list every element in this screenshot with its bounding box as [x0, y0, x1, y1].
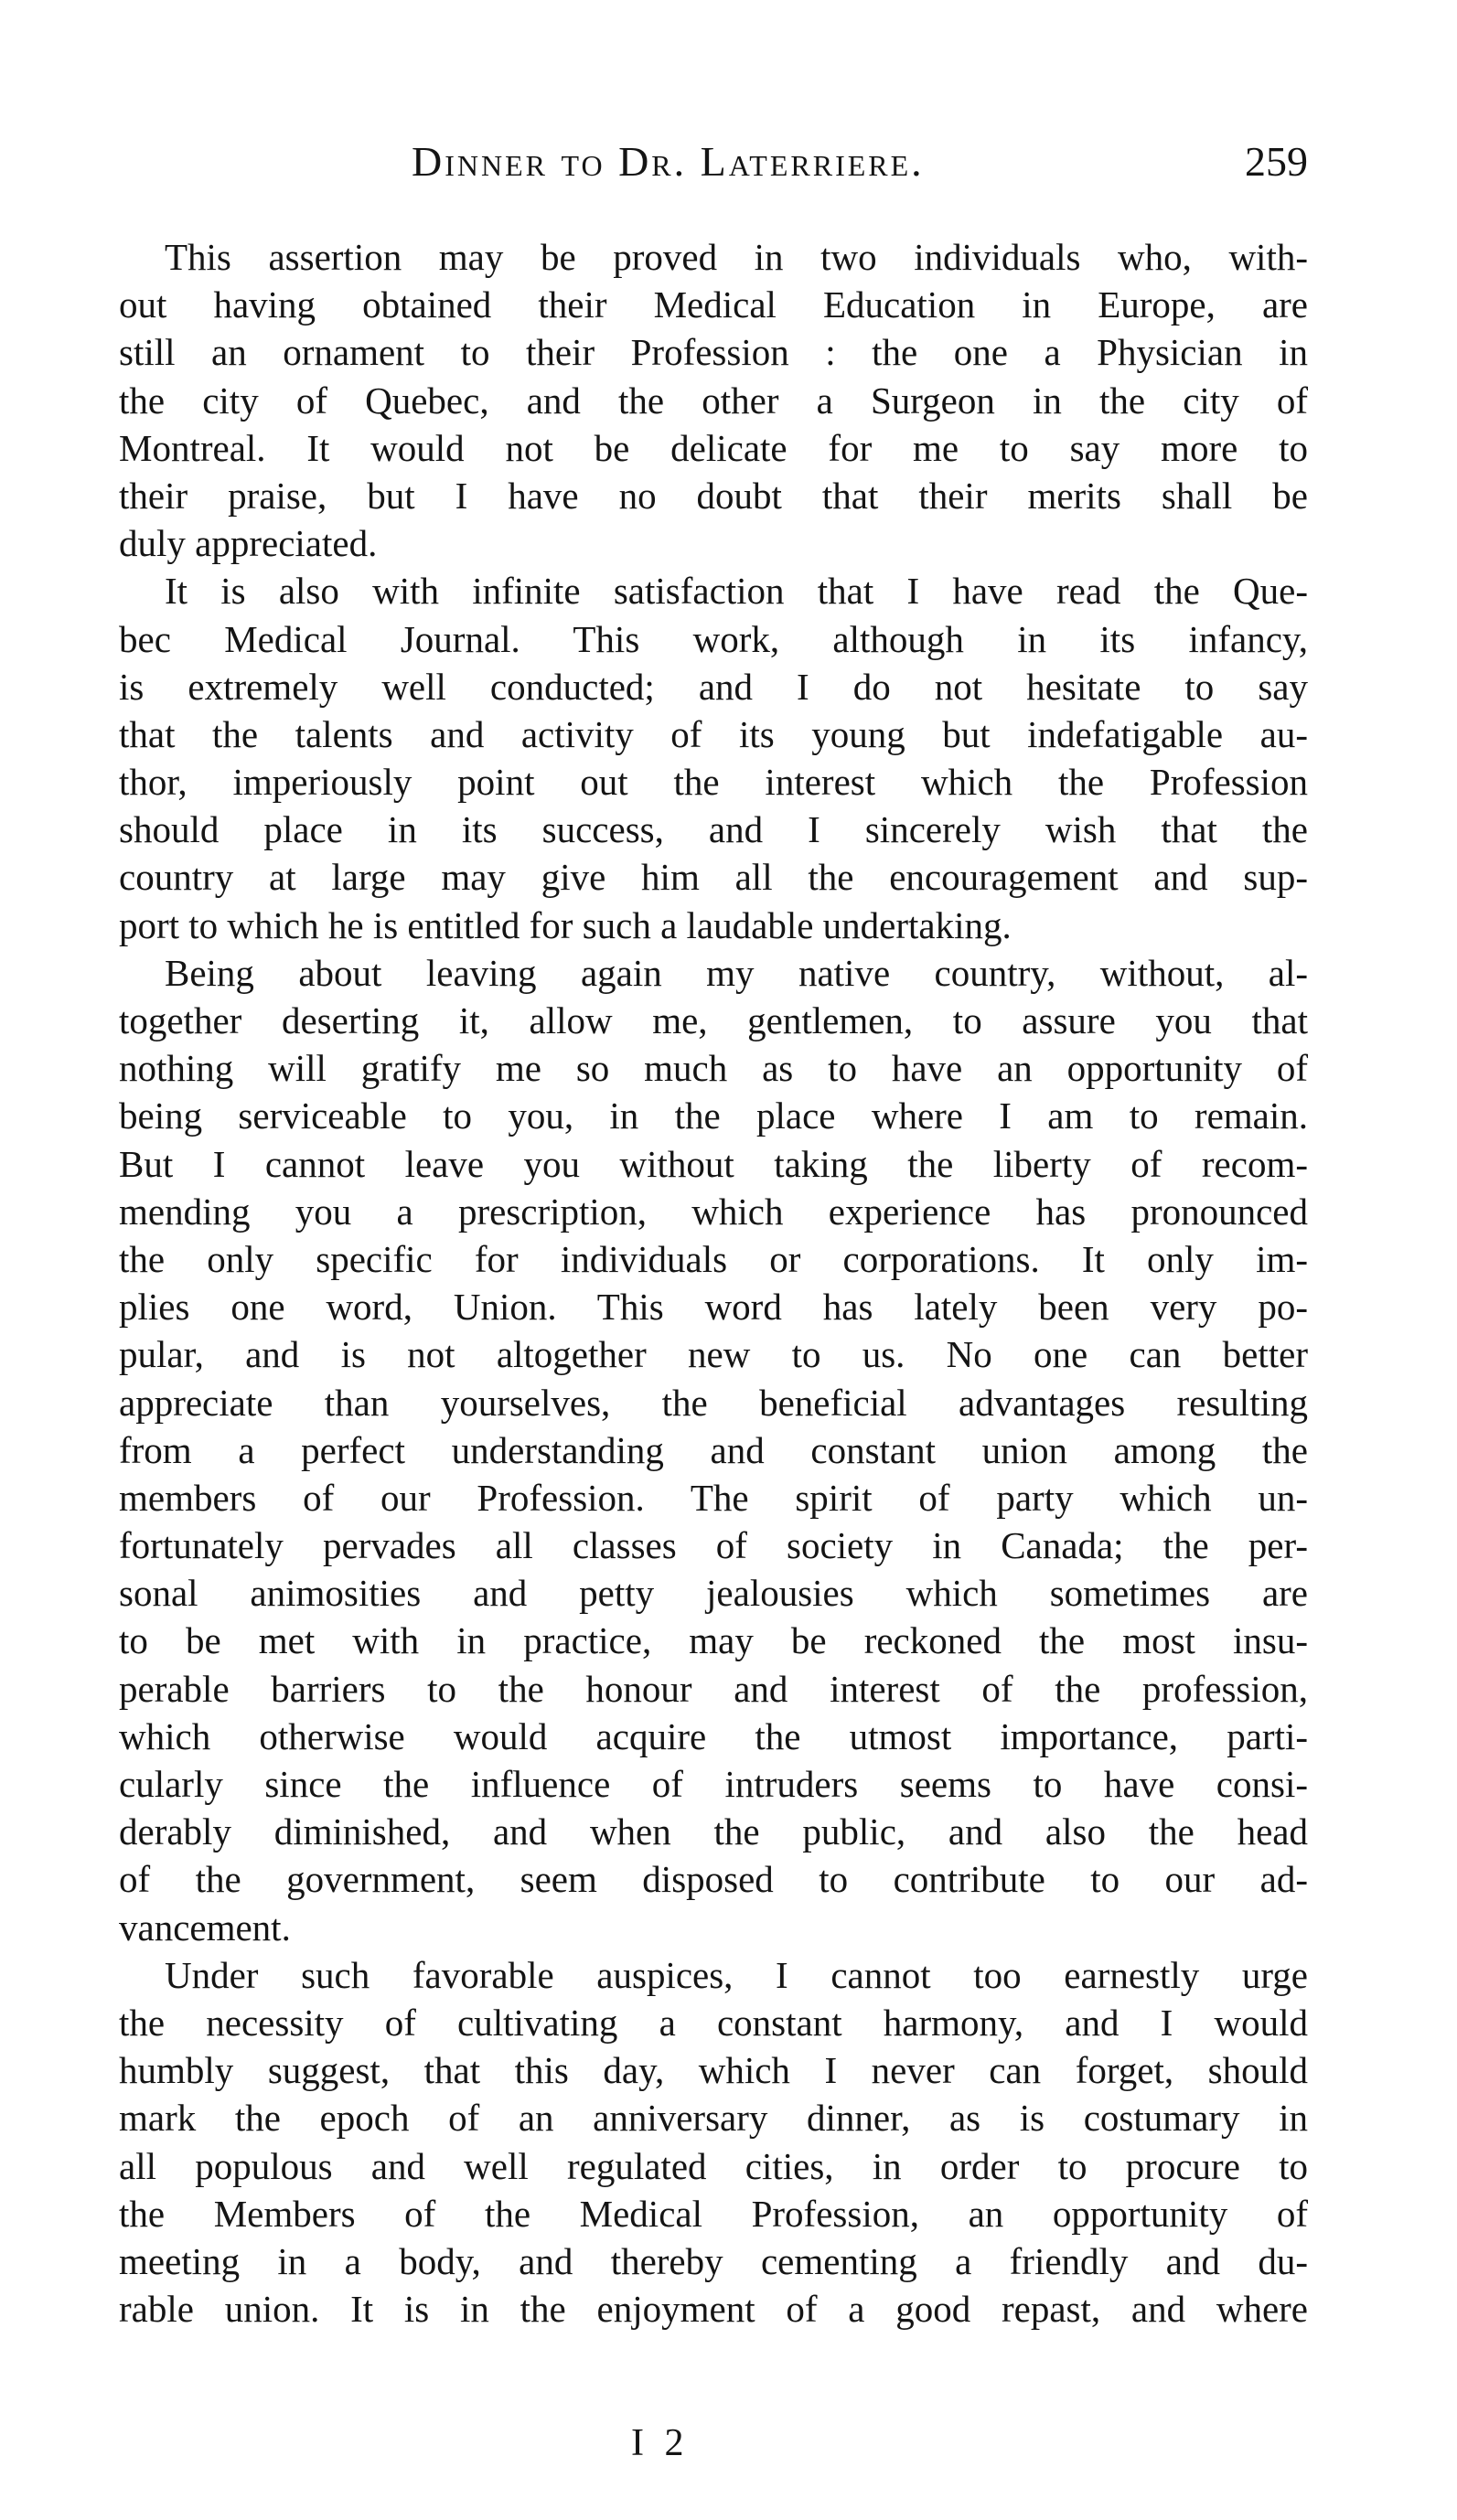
text-line: sonal animosities and petty jealousies which sometimes are — [119, 1572, 1308, 1615]
text-line: plies one word, Union. This word has lately been very po- — [119, 1286, 1308, 1329]
text-line: cularly since the influence of intruders seems to have consi- — [119, 1763, 1308, 1805]
text-line: members of our Profession. The spirit of party which un- — [119, 1476, 1308, 1519]
text-line: It is also with infinite satisfaction that I have read the Que- — [165, 570, 1308, 613]
text-line: perable barriers to the honour and interest of the profession, — [119, 1667, 1308, 1710]
text-line: Montreal. It would not be delicate for me to say more to — [119, 426, 1308, 469]
text-line: port to which he is entitled for such a laudable undertaking. — [119, 903, 1012, 946]
text-line: their praise, but I have no doubt that their merits shall be — [119, 474, 1308, 517]
text-line: rable union. It is in the enjoyment of a good repast, and where — [119, 2288, 1308, 2331]
text-line: vancement. — [119, 1906, 291, 1949]
text-line: humbly suggest, that this day, which I never can forget, should — [119, 2049, 1308, 2092]
text-line: the only specific for individuals or corporations. It only im- — [119, 1237, 1308, 1280]
text-line: bec Medical Journal. This work, although in its infancy, — [119, 617, 1308, 660]
text-line: of the government, seem disposed to contribute to our ad- — [119, 1858, 1308, 1901]
text-line: being serviceable to you, in the place where I am to remain. — [119, 1094, 1308, 1137]
text-line: derably diminished, and when the public, and also the head — [119, 1810, 1308, 1853]
text-line: that the talents and activity of its young but indefatigable au- — [119, 712, 1308, 755]
text-line: meeting in a body, and thereby cementing a friendly and du- — [119, 2239, 1308, 2282]
text-line: should place in its success, and I sincerely wish that the — [119, 808, 1308, 851]
text-line: all populous and well regulated cities, in order to procure to — [119, 2144, 1308, 2187]
text-line: the city of Quebec, and the other a Surgeon in the city of — [119, 379, 1308, 422]
text-line: the necessity of cultivating a constant harmony, and I would — [119, 2001, 1308, 2044]
text-line: Under such favorable auspices, I cannot too earnestly urge — [165, 1953, 1308, 1996]
text-line: pular, and is not altogether new to us. No one can better — [119, 1333, 1308, 1376]
text-line: Being about leaving again my native country, without, al- — [165, 951, 1308, 994]
text-line: the Members of the Medical Profession, an opportunity of — [119, 2192, 1308, 2235]
running-head — [119, 137, 1308, 192]
text-line: out having obtained their Medical Education in Europe, are — [119, 283, 1308, 326]
text-line: nothing will gratify me so much as to have an opportunity of — [119, 1047, 1308, 1090]
text-line: still an ornament to their Profession : the one a Physician in — [119, 331, 1308, 374]
text-line: fortunately pervades all classes of society in Canada; the per- — [119, 1524, 1308, 1567]
text-line: to be met with in practice, may be reckoned the most insu- — [119, 1619, 1308, 1662]
running-title: Dinner to Dr. Laterriere. — [412, 138, 925, 185]
text-line: mark the epoch of an anniversary dinner, as is costumary in — [119, 2097, 1308, 2140]
text-line: But I cannot leave you without taking the liberty of recom- — [119, 1142, 1308, 1185]
signature-mark: I 2 — [631, 2422, 690, 2464]
text-line: duly appreciated. — [119, 522, 378, 565]
text-line: from a perfect understanding and constant union among the — [119, 1428, 1308, 1471]
body-text — [119, 233, 1308, 2333]
text-line: which otherwise would acquire the utmost importance, parti- — [119, 1714, 1308, 1757]
text-line: country at large may give him all the encouragement and sup- — [119, 856, 1308, 899]
text-line: thor, imperiously point out the interest which the Profession — [119, 761, 1308, 804]
text-line: together deserting it, allow me, gentlemen, to assure you that — [119, 999, 1308, 1041]
text-line: is extremely well conducted; and I do not hesitate to say — [119, 665, 1308, 708]
text-line: This assertion may be proved in two individuals who, with- — [165, 236, 1308, 278]
page-number: 259 — [1245, 138, 1308, 185]
text-line: appreciate than yourselves, the beneficial advantages resulting — [119, 1381, 1308, 1424]
text-line: mending you a prescription, which experience has pronounced — [119, 1190, 1308, 1233]
